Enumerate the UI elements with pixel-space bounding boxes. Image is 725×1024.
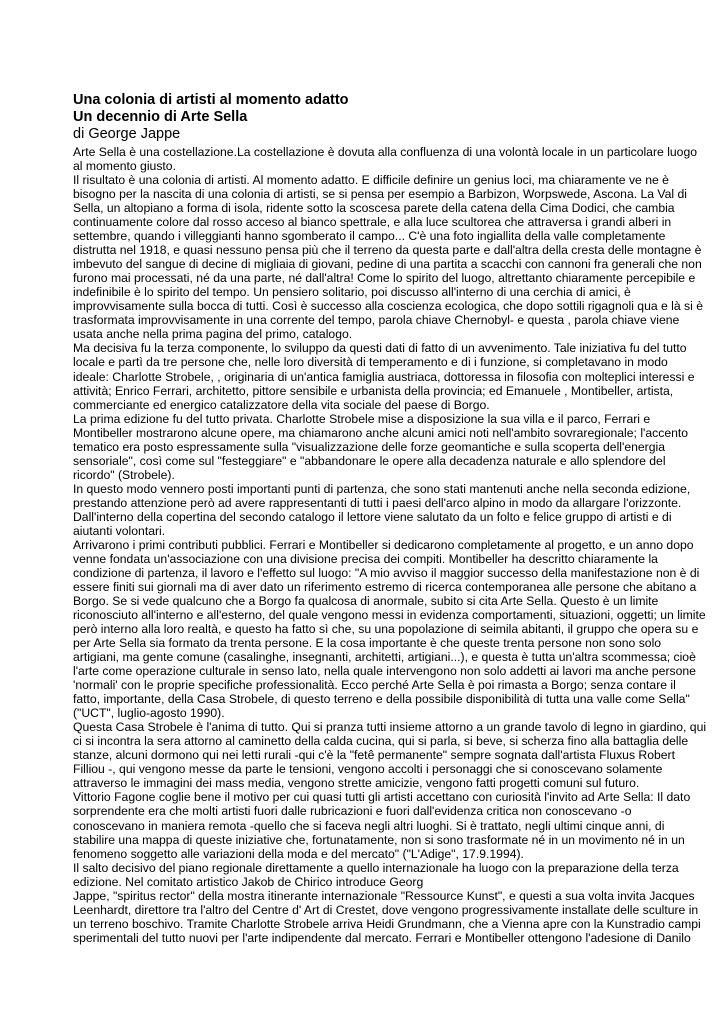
text-line: però interno alla loro realtà, e questo ha fatto sì che, su una popolazione di seimila abitanti, il gruppo che opera su e: [73, 622, 699, 637]
text-line: Vittorio Fagone coglie bene il motivo per cui quasi tutti gli artisti accettano con curiosità l'invito ad Arte Sella: Il dato: [73, 790, 691, 805]
text-line: fenomeno soggetto alle variazioni della moda e del mercato" ("L'Adige", 17.9.1994).: [73, 846, 524, 861]
text-line: essere finiti sui giornali ma di aver dato un riferimento estremo di ricerca contemporanea alle persone che abitano a: [73, 579, 697, 594]
text-line: Dall'interno della copertina del secondo catalogo il lettore viene salutato da un folto e felice gruppo di artisti e di: [73, 509, 672, 524]
text-line: Ma decisiva fu la terza componente, lo sviluppo da questi dati di fatto di un avvenimento. Tale iniziativa fu del tutto: [73, 341, 687, 356]
text-line: attività; Enrico Ferrari, architetto, pittore sensibile e urbanista della provincia; ed Emanuele , Montibeller, artista,: [73, 383, 674, 398]
text-line: settembre, quando i villeggianti hanno sgomberato il campo... C'è una foto ingiallita della valle completamente: [73, 229, 666, 244]
text-line: un terreno boschivo. Tramite Charlotte Strobele arriva Heidi Grundmann, che a Vienna apre con la Kunstradio campi: [73, 916, 701, 931]
text-line: fatto, importante, della Casa Strobele, di questo terreno e della possibile disponibilità di tutta una valle come Sella": [73, 692, 690, 707]
paragraph: [73, 790, 713, 860]
text-line: Il risultato è una colonia di artisti. Al momento adatto. E difficile definire un genius loci, ma chiaramente ve ne è: [73, 173, 669, 188]
article-author: di George Jappe: [73, 126, 181, 142]
article-subtitle: Un decennio di Arte Sella: [73, 109, 248, 125]
paragraph: [73, 889, 713, 945]
text-line: ("UCT", luglio-agosto 1990).: [73, 706, 225, 721]
text-line: bisogno per la nascita di una colonia di artisti, se si pensa per esempio a Barbizon, Worpswede, Ascona. La Val di: [73, 187, 688, 202]
text-line: distrutta nel 1918, e quasi nessuno pensa più che il terreno da questa parte e dall'altra della cresta delle montagne è: [73, 243, 702, 258]
text-line: La prima edizione fu del tutto privata. Charlotte Strobele mise a disposizione la sua villa e il parco, Ferrari e: [73, 411, 651, 426]
text-line: commerciante ed energico catalizzatore della vita sociale del paese di Borgo.: [73, 397, 490, 412]
text-line: trasformata improvvisamente in una corrente del tempo, parola chiave Chernobyl- e questa , parola chiave viene: [73, 313, 680, 328]
paragraph: [73, 341, 713, 411]
text-line: ci si incontra la sera attorno al caminetto della calda cucina, qui si parla, si beve, si scherza fino alla battaglia delle: [73, 734, 689, 749]
text-line: ricordo" (Strobele).: [73, 467, 175, 482]
text-line: 'normali' con le proprie specifiche professionalità. Ecco perché Arte Sella è poi rimasta a Borgo; senza contare il: [73, 678, 676, 693]
text-line: continuamente colore dal rosso acceso al bianco spettrale, e alla luce scultorea che attraversa i grandi alberi in: [73, 215, 672, 230]
paragraph: [73, 720, 713, 790]
text-line: In questo modo vennero posti importanti punti di partenza, che sono stati mantenuti anche nella seconda edizione,: [73, 481, 691, 496]
article-body: [73, 145, 713, 945]
text-line: furono mai processati, né da una parte, né dall'altra! Come lo spirito del luogo, altrettanto chiaramente percepibile e: [73, 271, 696, 286]
text-line: l'arte come operazione culturale in senso lato, nella quale intervengono non solo addetti ai lavori ma anche persone: [73, 664, 696, 679]
paragraph: [73, 538, 713, 720]
paragraph: [73, 861, 713, 889]
text-line: Arrivarono i primi contributi pubblici. Ferrari e Montibeller si dedicarono completamente al progetto, e un anno dopo: [73, 537, 694, 552]
article-title: Una colonia di artisti al momento adatto: [73, 92, 349, 108]
text-line: Sella, un altopiano a forma di isola, ridente sotto la scoscesa parete della catena della Cima Dodici, che cambia: [73, 201, 675, 216]
text-line: venne fondata un'associazione con una divisione precisa dei compiti. Montibeller ha descritto chiaramente la: [73, 551, 658, 566]
text-line: locale e partì da tre persone che, nelle loro diversità di temperamento e di i funzione, si completavano in modo: [73, 355, 668, 370]
article-header: [73, 92, 713, 143]
text-line: Borgo. Se si vede qualcuno che a Borgo fa qualcosa di anormale, subito si cita Arte Sella. Questo è un limite: [73, 594, 659, 608]
text-line: sorprendente era che molti artisti fuori dalle rubricazioni e fuori dall'evidenza critica non conoscevano -o: [73, 804, 632, 819]
text-line: al momento giusto.: [73, 159, 176, 174]
text-line: ideale: Charlotte Strobele, , originaria di un'antica famiglia austriaca, dottoressa in filosofia con molteplici interessi e: [73, 369, 695, 384]
text-line: Leenhardt, direttore tra l'altro del Centre d' Art di Crestet, dove vengono progressivamente installate delle sculture in: [73, 902, 699, 917]
text-line: aiutanti volontari.: [73, 523, 166, 538]
text-line: condizione di partenza, il lavoro e l'effetto sul luogo: "A mio avviso il maggior successo della manifestazione non è di: [73, 565, 700, 580]
paragraph: [73, 145, 713, 173]
text-line: riconosciuto all'interno e all'esterno, del quale vengono messi in evidenza comportamenti, situazioni, oggetti; un limite: [73, 608, 706, 623]
paragraph: [73, 173, 713, 341]
text-line: sensoriale", così come sul "festeggiare" e "abbandonare le opere alla decadenza naturale e allo splendore del: [73, 453, 666, 468]
text-line: usata anche nella prima pagina del primo, catalogo.: [73, 327, 353, 342]
text-line: improvvisamente sulla bocca di tutti. Così è successo alla coscienza ecologica, che dopo sottili rigagnoli qua e là si è: [73, 299, 704, 314]
text-line: Montibeller mostrarono alcune opere, ma chiamarono anche alcuni amici noti nell'ambito sovraregionale; l'accento: [73, 425, 689, 440]
text-line: Filliou -, qui vengono messe da parte le tensioni, vengono accolti i personaggi che si conoscevano solamente: [73, 762, 663, 777]
text-line: attraverso le immagini dei mass media, vengono strette amicizie, vengono fatti progetti comuni sul futuro.: [73, 776, 640, 791]
text-line: prestando attenzione però ad avere rappresentanti di tutti i paesi dell'arco alpino in modo da allargare l'orizzonte.: [73, 495, 682, 510]
text-line: imbevuto del sangue di decine di migliaia di giovani, pedine di una partita a scacchi con cannoni fra generali che non: [73, 257, 702, 272]
text-line: Arte Sella è una costellazione.La costellazione è dovuta alla confluenza di una volontà locale in un particolare luogo: [73, 145, 698, 159]
text-line: sperimentali del tutto nuovi per l'arte indipendente dal mercato. Ferrari e Montibeller ottengono l'adesione di Danilo: [73, 930, 691, 945]
text-line: Jappe, "spiritus rector" della mostra itinerante internazionale "Ressource Kunst", e questi a sua volta invita Jacques: [73, 888, 695, 903]
text-line: indefinibile è lo spirito del tempo. Un pensiero solitario, poi discusso all'interno di una cerchia di amici, è: [73, 285, 631, 300]
text-line: conoscevano in maniera remota -quello che si faceva negli altri luoghi. Si è trattato, negli ultimi cinque anni, di: [73, 818, 665, 833]
text-line: stanze, alcuni dormono qui nei letti rurali -qui c'è la "fetê permanente" sempre sognata dall'artista Fluxus Robert: [73, 748, 676, 763]
text-line: edizione. Nel comitato artistico Jakob de Chirico introduce Georg: [73, 874, 424, 889]
paragraph: [73, 412, 713, 482]
text-line: Questa Casa Strobele è l'anima di tutto. Qui si pranza tutti insieme attorno a un grande tavolo di legno in giardino, qui: [73, 720, 707, 735]
text-line: per Arte Sella sia formato da trenta persone. E la cosa importante è che queste trenta persone non sono solo: [73, 636, 662, 651]
text-line: artigiani, ma gente comune (casalinghe, insegnanti, architetti, artigiani...), e questa è tutta un'altra scommessa; cioè: [73, 650, 696, 665]
paragraph: [73, 482, 713, 538]
text-line: tematico era posto espressamente sulla "visualizzazione delle forze geomantiche e sulla scoperta dell'energia: [73, 439, 665, 454]
text-line: stabilire una mappa di queste iniziative che, fortunatamente, non si sono trasformate né in un movimento né in un: [73, 832, 685, 847]
text-line: Il salto decisivo del piano regionale direttamente a quello internazionale ha luogo con la preparazione della terza: [73, 860, 679, 875]
